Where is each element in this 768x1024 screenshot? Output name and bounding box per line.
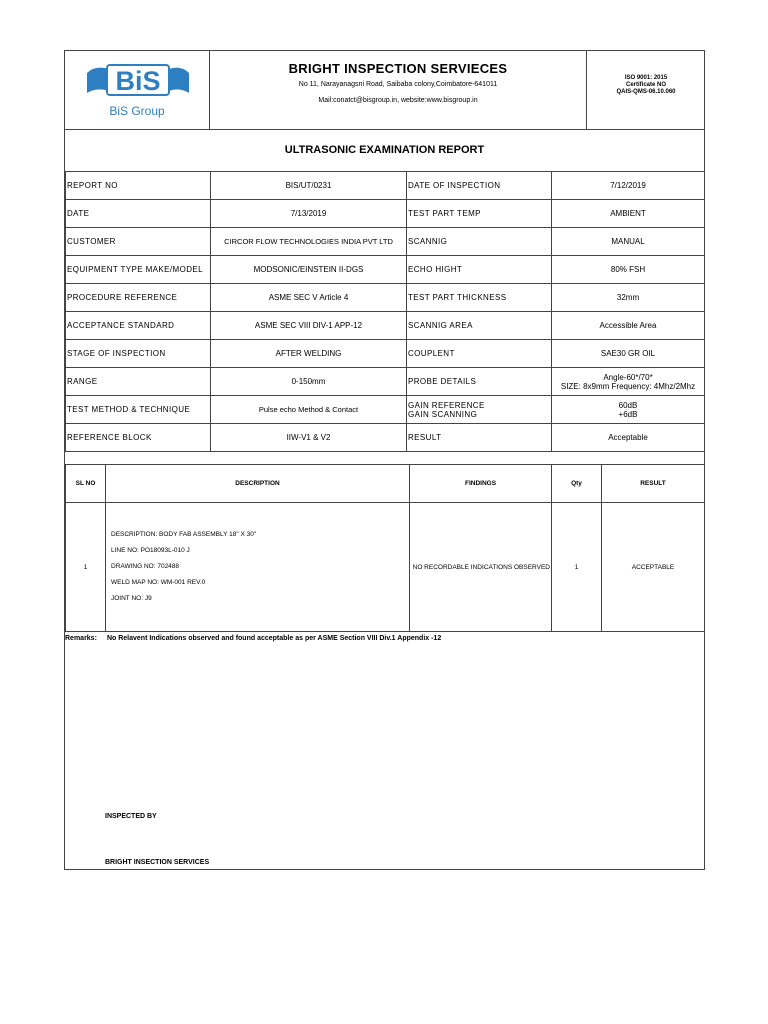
report-title: ULTRASONIC EXAMINATION REPORT bbox=[65, 130, 704, 172]
description-line: JOINT NO: J9 bbox=[111, 595, 152, 602]
gain-reference-value: 60dB bbox=[618, 400, 638, 410]
findings-header-row bbox=[66, 465, 705, 503]
sl-cell: 1 bbox=[66, 503, 106, 632]
column-header: Qty bbox=[552, 465, 602, 503]
gain-scanning-value: +6dB bbox=[618, 409, 638, 419]
detail-value: 7/13/2019 bbox=[211, 200, 407, 228]
detail-label: REPORT NO bbox=[66, 172, 211, 200]
company-name: BRIGHT INSPECTION SERVIECES bbox=[288, 61, 508, 76]
detail-value: IIW-V1 & V2 bbox=[211, 424, 407, 452]
detail-label: CUSTOMER bbox=[66, 228, 211, 256]
report-header bbox=[65, 51, 704, 130]
iso-line: QAIS-QMS-06.10.060 bbox=[616, 89, 676, 95]
detail-value: 0-150mm bbox=[211, 368, 407, 396]
column-header: SL NO bbox=[66, 465, 106, 503]
description-line: WELD MAP NO: WM-001 REV.0 bbox=[111, 579, 206, 586]
detail-row bbox=[66, 200, 705, 228]
detail-value: AFTER WELDING bbox=[211, 340, 407, 368]
detail-value: Accessible Area bbox=[552, 312, 705, 340]
column-header: FINDINGS bbox=[410, 465, 552, 503]
detail-label-multi bbox=[407, 396, 552, 424]
detail-value: 80% FSH bbox=[552, 256, 705, 284]
iso-certificate bbox=[586, 51, 705, 129]
findings-cell: NO RECORDABLE INDICATIONS OBSERVED bbox=[410, 503, 552, 632]
findings-table bbox=[65, 464, 705, 632]
detail-label: DATE bbox=[66, 200, 211, 228]
detail-value: AMBIENT bbox=[552, 200, 705, 228]
detail-row bbox=[66, 172, 705, 200]
logo-cell bbox=[65, 51, 210, 129]
detail-label: PROCEDURE REFERENCE bbox=[66, 284, 211, 312]
detail-value: ASME SEC VIII DIV-1 APP-12 bbox=[211, 312, 407, 340]
detail-label: SCANNIG AREA bbox=[407, 312, 552, 340]
inspected-by-label: INSPECTED BY bbox=[105, 813, 157, 820]
company-contact: Mail:conatct@bisgroup.in, website:www.bisgroup.in bbox=[318, 97, 478, 104]
detail-label: TEST METHOD & TECHNIQUE bbox=[66, 396, 211, 424]
detail-label: RANGE bbox=[66, 368, 211, 396]
logo-mark: BiS bbox=[115, 66, 161, 96]
description-cell bbox=[106, 503, 410, 632]
detail-label: REFERENCE BLOCK bbox=[66, 424, 211, 452]
qty-cell: 1 bbox=[552, 503, 602, 632]
detail-row bbox=[66, 312, 705, 340]
detail-value: ASME SEC V Article 4 bbox=[211, 284, 407, 312]
iso-line: Certificate NO bbox=[625, 82, 666, 88]
report-sheet bbox=[64, 50, 705, 870]
detail-value: MODSONIC/EINSTEIN II-DGS bbox=[211, 256, 407, 284]
detail-value: 7/12/2019 bbox=[552, 172, 705, 200]
detail-value: BIS/UT/0231 bbox=[211, 172, 407, 200]
detail-value: SAE30 GR OIL bbox=[552, 340, 705, 368]
gain-scanning-label: GAIN SCANNING bbox=[408, 409, 478, 419]
detail-value: Acceptable bbox=[552, 424, 705, 452]
detail-value-multi bbox=[552, 368, 705, 396]
detail-label: ACCEPTANCE STANDARD bbox=[66, 312, 211, 340]
detail-row bbox=[66, 368, 705, 396]
remarks-text: No Relavent Indications observed and found acceptable as per ASME Section VIII Div.1 Appendix -12 bbox=[106, 635, 442, 642]
gain-reference-label: GAIN REFERENCE bbox=[408, 400, 485, 410]
detail-row bbox=[66, 424, 705, 452]
detail-row bbox=[66, 256, 705, 284]
detail-label: TEST PART THICKNESS bbox=[407, 284, 552, 312]
detail-label: ECHO HIGHT bbox=[407, 256, 552, 284]
company-address: No 11, Narayanagsni Road, Saibaba colony,Coimbatore-641011 bbox=[298, 81, 498, 88]
remarks-label: Remarks: bbox=[65, 635, 97, 642]
probe-angle: Angle-60*/70* bbox=[603, 372, 653, 382]
detail-row bbox=[66, 396, 705, 424]
remarks bbox=[65, 635, 441, 642]
detail-row bbox=[66, 340, 705, 368]
detail-value: 32mm bbox=[552, 284, 705, 312]
logo-group-text: BiS Group bbox=[109, 104, 165, 118]
detail-value-multi bbox=[552, 396, 705, 424]
company-logo bbox=[65, 51, 209, 129]
detail-value: MANUAL bbox=[552, 228, 705, 256]
detail-row bbox=[66, 228, 705, 256]
column-header: RESULT bbox=[602, 465, 705, 503]
detail-label: COUPLENT bbox=[407, 340, 552, 368]
detail-label: PROBE DETAILS bbox=[407, 368, 552, 396]
table-row bbox=[66, 503, 705, 632]
description-line: DESCRIPTION: BODY FAB ASSEMBLY 18" X 30" bbox=[111, 531, 257, 538]
description-line: DRAWING NO: 702488 bbox=[111, 563, 180, 570]
description-line: LINE NO: PO18093L-010 J bbox=[111, 547, 190, 554]
detail-label: DATE OF INSPECTION bbox=[407, 172, 552, 200]
detail-label: RESULT bbox=[407, 424, 552, 452]
inspector-company: BRIGHT INSECTION SERVICES bbox=[105, 859, 210, 866]
detail-label: EQUIPMENT TYPE MAKE/MODEL bbox=[66, 256, 211, 284]
detail-label: TEST PART TEMP bbox=[407, 200, 552, 228]
detail-value: Pulse echo Method & Contact bbox=[211, 396, 407, 424]
probe-size: SIZE: 8x9mm Frequency: 4Mhz/2Mhz bbox=[560, 381, 696, 391]
detail-row bbox=[66, 284, 705, 312]
column-header: DESCRIPTION bbox=[106, 465, 410, 503]
details-table bbox=[65, 171, 705, 452]
detail-label: SCANNIG bbox=[407, 228, 552, 256]
detail-value: CIRCOR FLOW TECHNOLOGIES INDIA PVT LTD bbox=[211, 228, 407, 256]
result-cell: ACCEPTABLE bbox=[602, 503, 705, 632]
detail-label: STAGE OF INSPECTION bbox=[66, 340, 211, 368]
company-info bbox=[210, 51, 586, 129]
iso-line: ISO 9001: 2015 bbox=[624, 75, 668, 81]
